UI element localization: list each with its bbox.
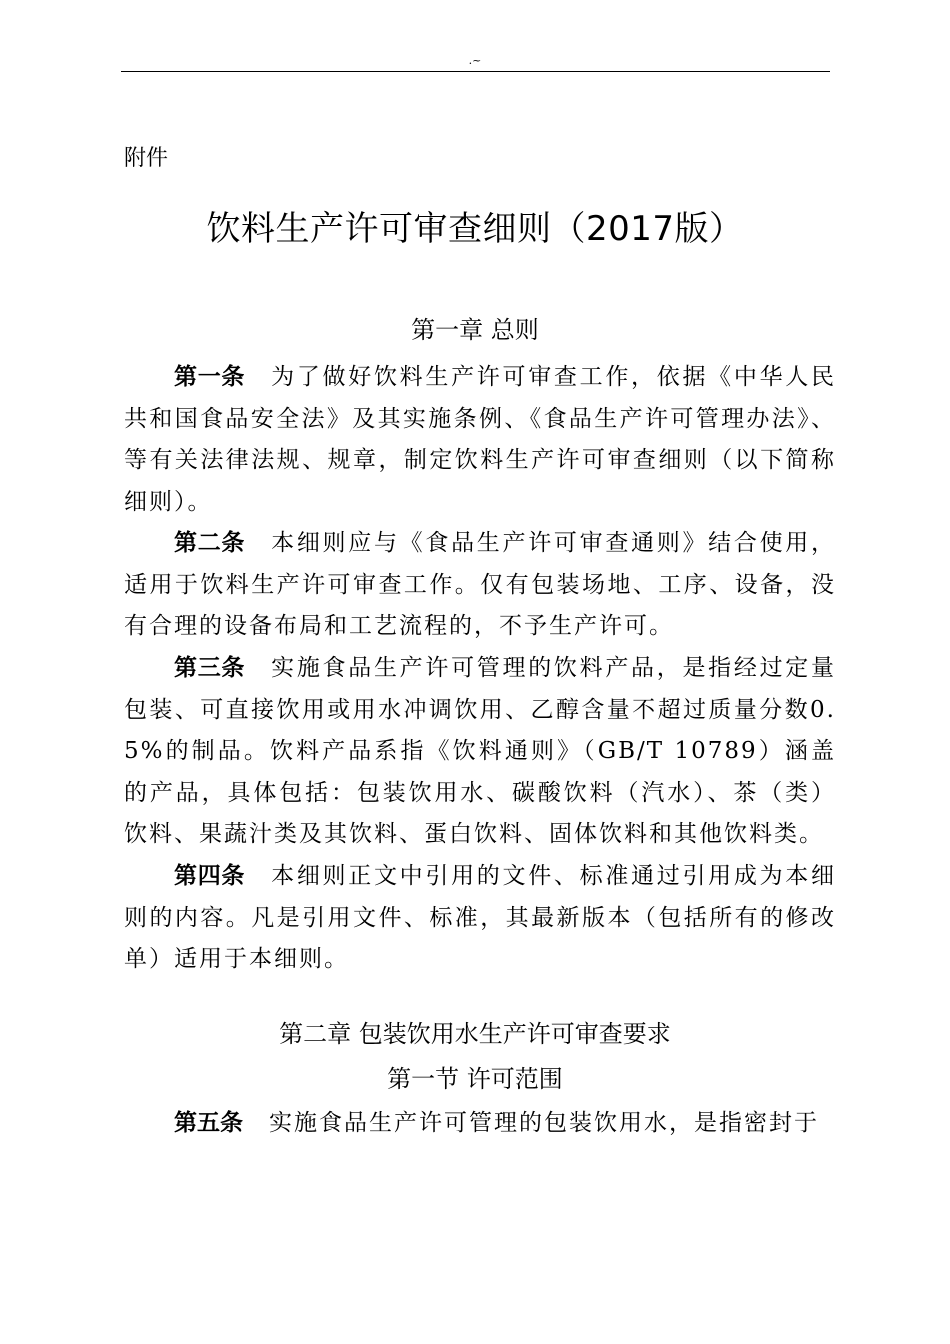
article-2 (124, 523, 836, 648)
article-5-text: 实施食品生产许可管理的包装饮用水，是指密封于 (269, 1110, 819, 1136)
attachment-label: 附件 (124, 146, 169, 171)
article-3-text: 实施食品生产许可管理的饮料产品，是指经过定量包装、可直接饮用或用水冲调饮用、乙醇含量不超过质量分数0.5%的制品。饮料产品系指《饮料通则》（GB/T 10789）涵盖的产品，具体包括：包装饮用水、碳酸饮料（汽水）、茶（类）饮料、果蔬汁类及其饮料、蛋白饮料、固体饮料和其他饮料类。 (124, 655, 836, 847)
document-title: 饮料生产许可审查细则（2017版） (206, 209, 744, 249)
article-5-label: 第五条 (174, 1110, 243, 1136)
header-divider (121, 71, 830, 72)
article-1 (124, 357, 836, 523)
page-header-mark: .~ (468, 54, 482, 67)
chapter-2-heading: 第二章 包装饮用水生产许可审查要求 (279, 1020, 671, 1048)
article-1-text: 为了做好饮料生产许可审查工作，依据《中华人民共和国食品安全法》及其实施条例、《食品生产许可管理办法》、等有关法律法规、规章，制定饮料生产许可审查细则（以下简称细则）。 (124, 364, 836, 515)
article-4 (124, 856, 836, 981)
article-4-text: 本细则正文中引用的文件、标准通过引用成为本细则的内容。凡是引用文件、标准，其最新版本（包括所有的修改单）适用于本细则。 (124, 863, 836, 972)
article-2-label: 第二条 (174, 530, 246, 556)
article-2-text: 本细则应与《食品生产许可审查通则》结合使用，适用于饮料生产许可审查工作。仅有包装场地、工序、设备，没有合理的设备布局和工艺流程的，不予生产许可。 (124, 530, 836, 639)
article-3 (124, 648, 836, 856)
article-3-label: 第三条 (174, 655, 246, 681)
section-1-heading: 第一节 许可范围 (387, 1065, 563, 1093)
article-5 (124, 1103, 836, 1145)
article-4-label: 第四条 (174, 863, 246, 889)
article-1-label: 第一条 (174, 364, 246, 390)
chapter-1-heading: 第一章 总则 (411, 316, 539, 344)
